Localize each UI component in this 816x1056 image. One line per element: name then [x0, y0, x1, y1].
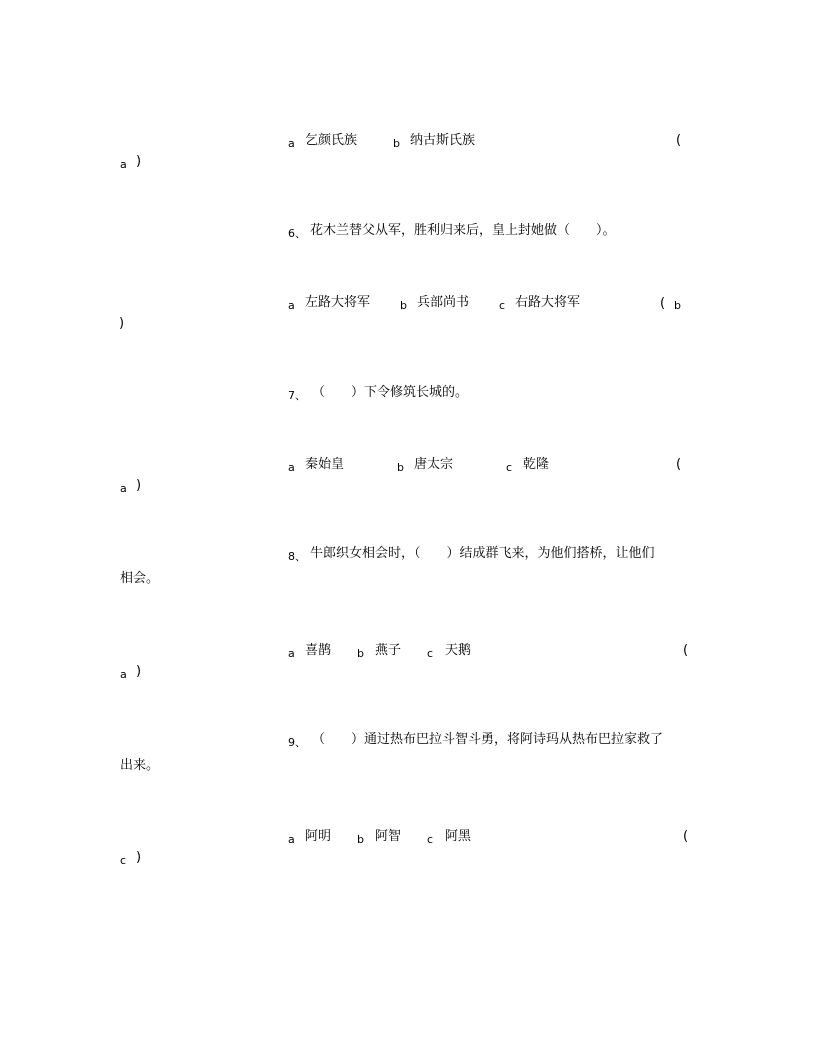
q8-option-b-text: 燕子 — [375, 643, 402, 658]
q8-option-c-text: 天鹅 — [445, 643, 472, 658]
q8-answer-letter: a — [120, 668, 127, 681]
q8-number: 8、 — [288, 550, 306, 563]
q6-answer-letter: b — [674, 299, 681, 312]
q6-answer-close: ) — [119, 316, 125, 331]
q8-question-text-line1: 牛郎织女相会时，（ ）结成群飞来，为他们搭桥，让他们 — [310, 546, 655, 561]
q8-option-c-letter: c — [427, 647, 434, 660]
q5-option-b-letter: b — [393, 137, 400, 150]
q9-option-c-text: 阿黑 — [445, 829, 472, 844]
q6-option-b-letter: b — [400, 299, 407, 312]
q6-answer-open: ( — [660, 296, 666, 311]
q9-question-text-line2: 出来。 — [120, 758, 160, 773]
q8-option-a-text: 喜鹊 — [305, 643, 332, 658]
q9-answer-close: ) — [136, 850, 142, 865]
q7-question-text: （ ）下令修筑长城的。 — [312, 385, 469, 400]
q6-number: 6、 — [288, 227, 306, 240]
q8-answer-close: ) — [136, 664, 142, 679]
q7-option-c-letter: c — [506, 461, 513, 474]
q5-option-a-text: 乞颜氏族 — [305, 133, 358, 148]
q5-option-b-text: 纳古斯氏族 — [410, 133, 476, 148]
q7-number: 7、 — [288, 389, 306, 402]
q9-option-c-letter: c — [427, 833, 434, 846]
q6-option-a-letter: a — [288, 299, 295, 312]
q5-option-a-letter: a — [288, 137, 295, 150]
q9-option-a-text: 阿明 — [305, 829, 332, 844]
q7-answer-open: ( — [676, 457, 682, 472]
q8-answer-open: ( — [683, 643, 689, 658]
q8-question-text-line2: 相会。 — [120, 571, 160, 586]
q6-option-c-letter: c — [499, 299, 506, 312]
q9-option-a-letter: a — [288, 833, 295, 846]
q9-answer-letter: c — [120, 854, 127, 867]
q5-answer-letter: a — [120, 158, 127, 171]
q7-option-a-text: 秦始皇 — [305, 457, 345, 472]
q6-option-b-text: 兵部尚书 — [417, 295, 470, 310]
q6-option-c-text: 右路大将军 — [515, 295, 581, 310]
q8-option-a-letter: a — [288, 647, 295, 660]
q7-option-b-letter: b — [397, 461, 404, 474]
q7-answer-close: ) — [136, 478, 142, 493]
q5-answer-open: ( — [676, 133, 682, 148]
q7-option-a-letter: a — [288, 461, 295, 474]
q6-question-text: 花木兰替父从军，胜利归来后，皇上封她做（ ）。 — [310, 223, 616, 238]
q7-option-b-text: 唐太宗 — [414, 457, 454, 472]
q9-option-b-letter: b — [357, 833, 364, 846]
q8-option-b-letter: b — [357, 647, 364, 660]
q7-option-c-text: 乾隆 — [523, 457, 550, 472]
q6-option-a-text: 左路大将军 — [305, 295, 371, 310]
q7-answer-letter: a — [120, 482, 127, 495]
q9-answer-open: ( — [683, 829, 689, 844]
q9-number: 9、 — [288, 736, 306, 749]
q9-option-b-text: 阿智 — [375, 829, 402, 844]
q9-question-text-line1: （ ）通过热布巴拉斗智斗勇，将阿诗玛从热布巴拉家救了 — [312, 732, 664, 747]
q5-answer-close: ) — [136, 154, 142, 169]
